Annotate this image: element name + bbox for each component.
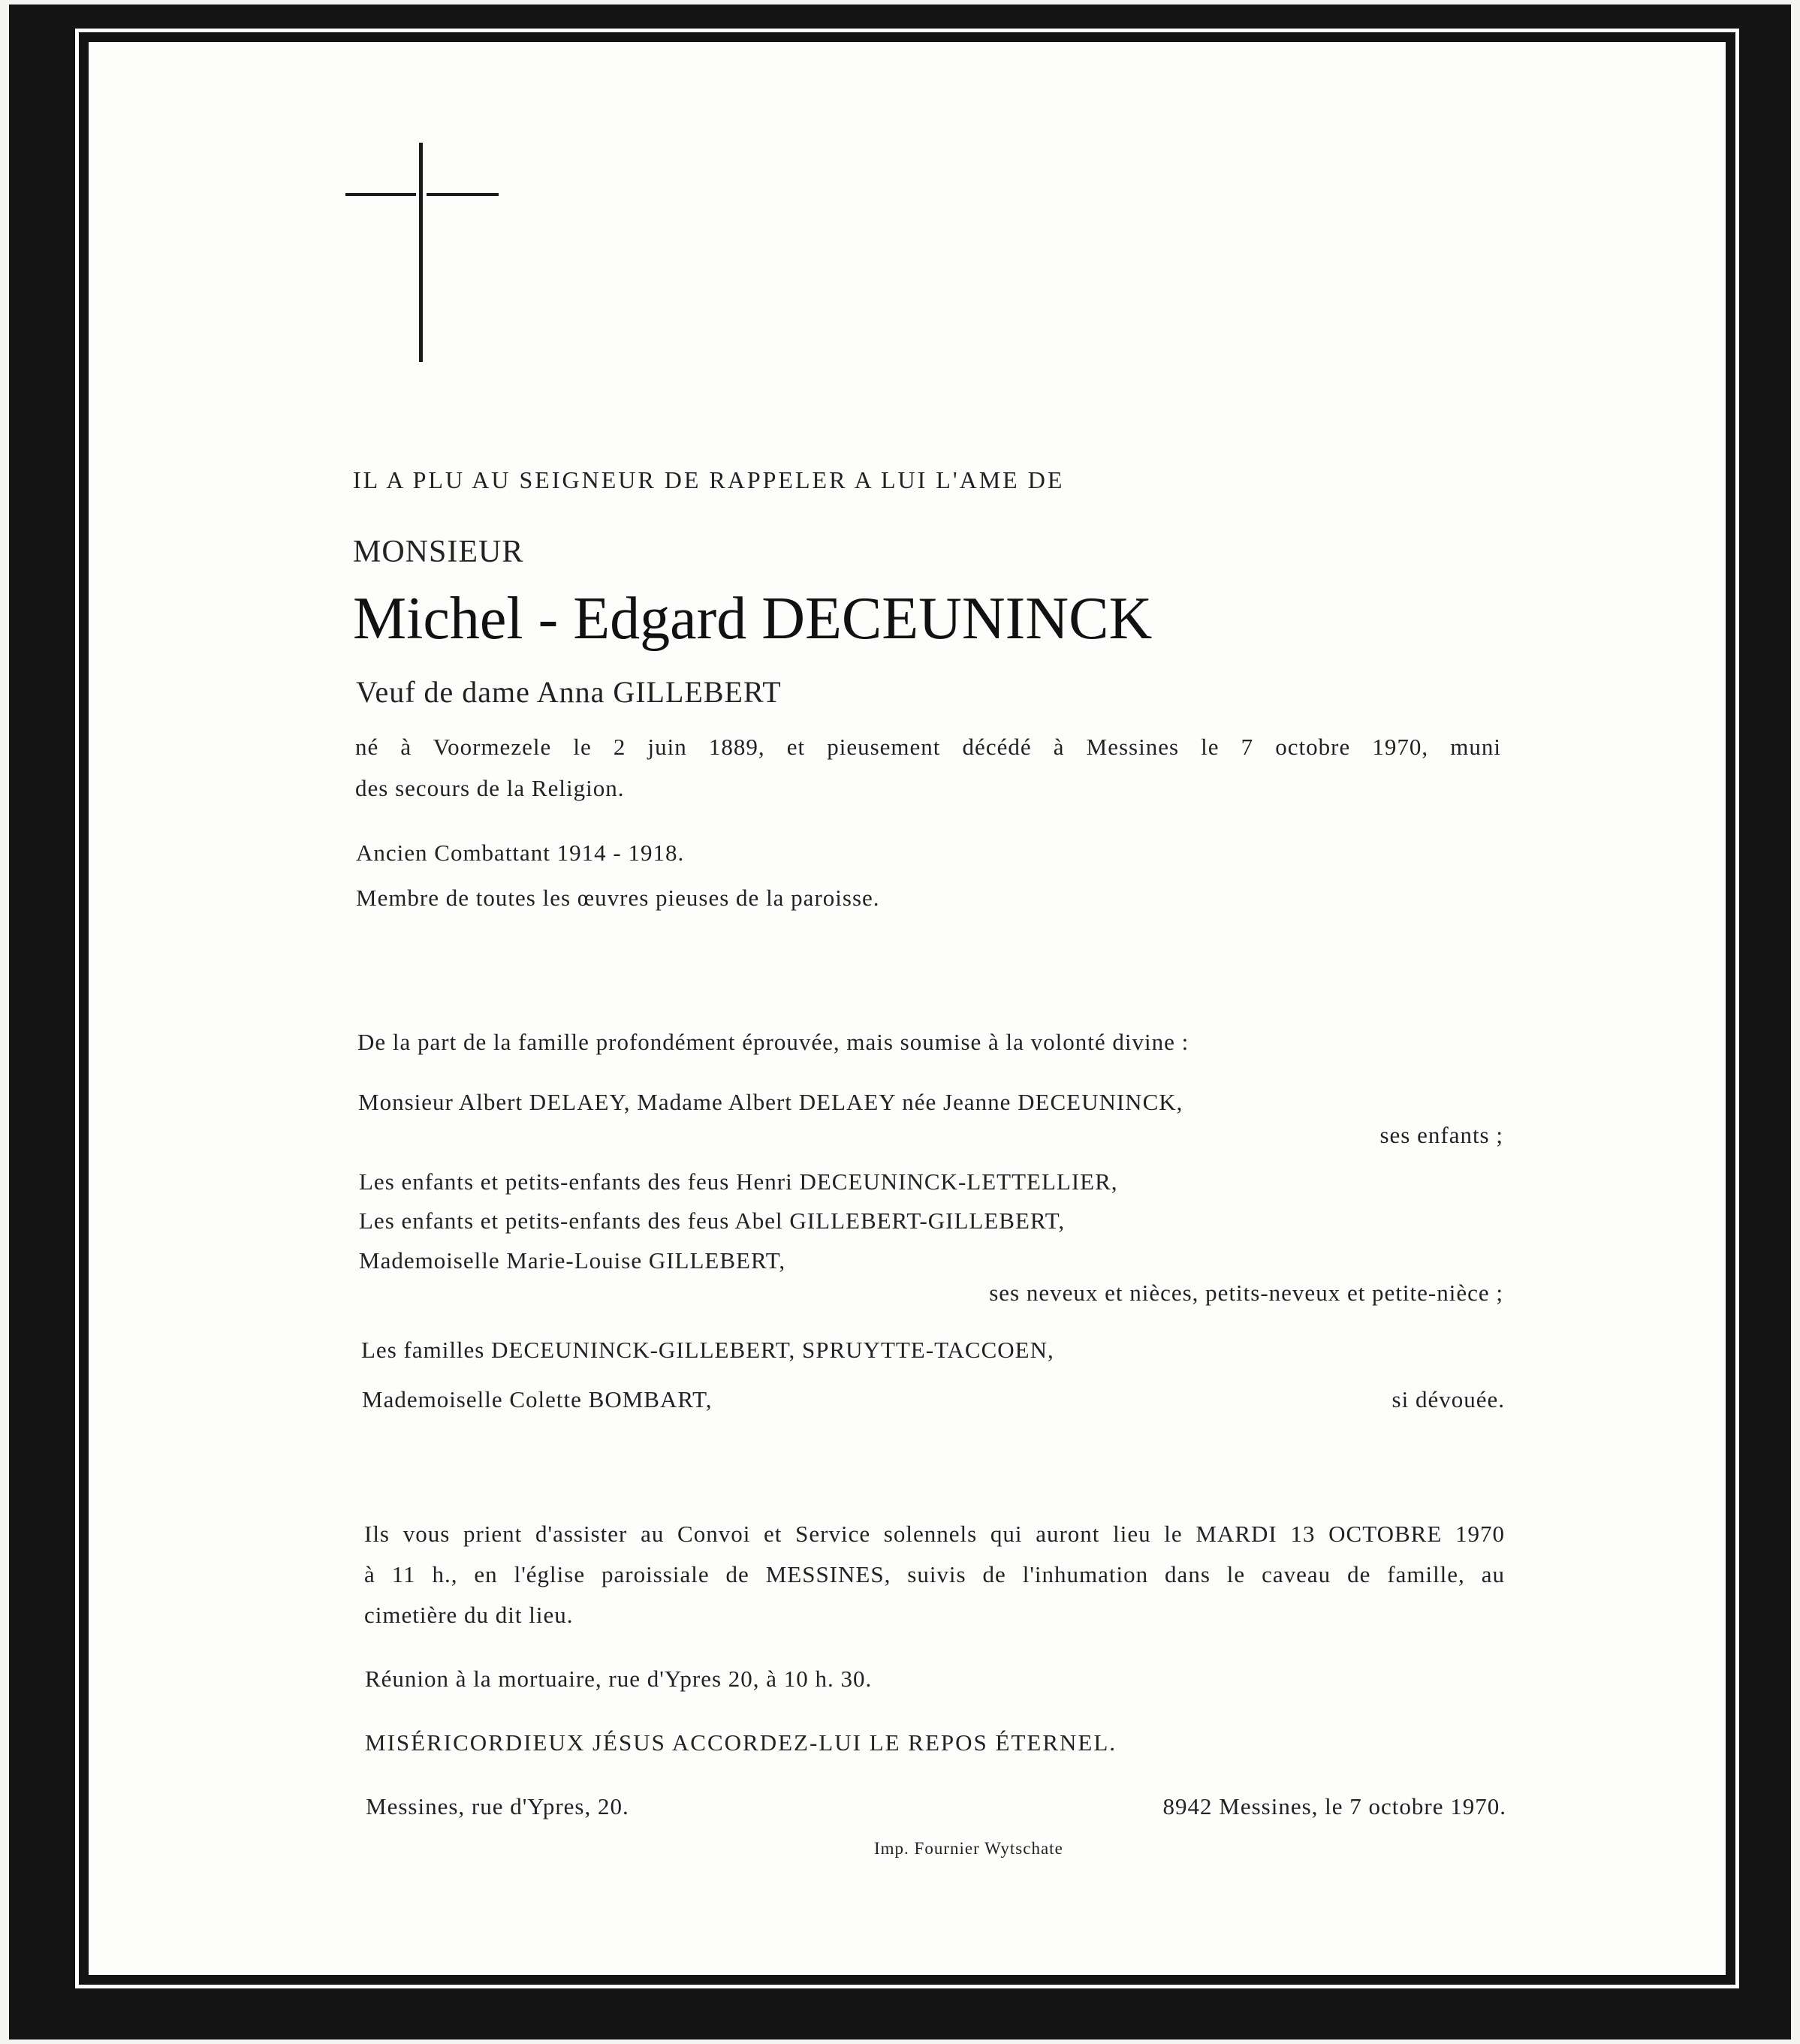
address-left: Messines, rue d'Ypres, 20.: [366, 1793, 629, 1819]
printer-credit: Imp. Fournier Wytschate: [874, 1839, 1063, 1858]
birth-line-1: né à Voormezele le 2 juin 1889, et pieusement décédé à Messines le 7 octobre 1970, muni: [355, 734, 1501, 760]
prayer-line: MISÉRICORDIEUX JÉSUS ACCORDEZ-LUI LE REPOS ÉTERNEL.: [365, 1729, 1117, 1756]
family-children: Monsieur Albert DELAEY, Madame Albert DELAEY née Jeanne DECEUNINCK,: [358, 1089, 1183, 1115]
card-body: [89, 42, 1726, 1975]
family-nephews-1: Les enfants et petits-enfants des feus Henri DECEUNINCK-LETTELLIER,: [359, 1168, 1118, 1195]
family-colette-role: si dévouée.: [1391, 1386, 1505, 1412]
family-nephews-role: ses neveux et nièces, petits-neveux et petite-nièce ;: [989, 1280, 1503, 1306]
birth-line-2: des secours de la Religion.: [355, 775, 625, 801]
service-line-1: Ils vous prient d'assister au Convoi et Service solennels qui auront lieu le MARDI 13 OCTOBRE 1970: [364, 1521, 1505, 1547]
veteran-line: Ancien Combattant 1914 - 1918.: [356, 840, 685, 866]
address-right: 8942 Messines, le 7 octobre 1970.: [1162, 1793, 1506, 1819]
family-children-role: ses enfants ;: [1379, 1122, 1503, 1148]
widower-line: Veuf de dame Anna GILLEBERT: [356, 675, 782, 709]
meeting-line: Réunion à la mortuaire, rue d'Ypres 20, à 10 h. 30.: [365, 1666, 873, 1692]
member-line: Membre de toutes les œuvres pieuses de la paroisse.: [356, 885, 880, 911]
deceased-name: Michel - Edgard DECEUNINCK: [353, 586, 1153, 652]
family-intro: De la part de la famille profondément éprouvée, mais soumise à la volonté divine :: [357, 1029, 1189, 1055]
family-families: Les familles DECEUNINCK-GILLEBERT, SPRUYTTE-TACCOEN,: [361, 1337, 1054, 1363]
family-nephews-3: Mademoiselle Marie-Louise GILLEBERT,: [359, 1247, 786, 1274]
family-nephews-2: Les enfants et petits-enfants des feus Abel GILLEBERT-GILLEBERT,: [359, 1207, 1066, 1234]
service-line-2: à 11 h., en l'église paroissiale de MESSINES, suivis de l'inhumation dans le caveau de famille, au: [364, 1561, 1505, 1587]
service-line-3: cimetière du dit lieu.: [364, 1602, 574, 1628]
intro-line: IL A PLU AU SEIGNEUR DE RAPPELER A LUI L'AME DE: [353, 466, 1065, 493]
family-colette: Mademoiselle Colette BOMBART,: [362, 1386, 713, 1412]
title-prefix: MONSIEUR: [353, 535, 524, 569]
